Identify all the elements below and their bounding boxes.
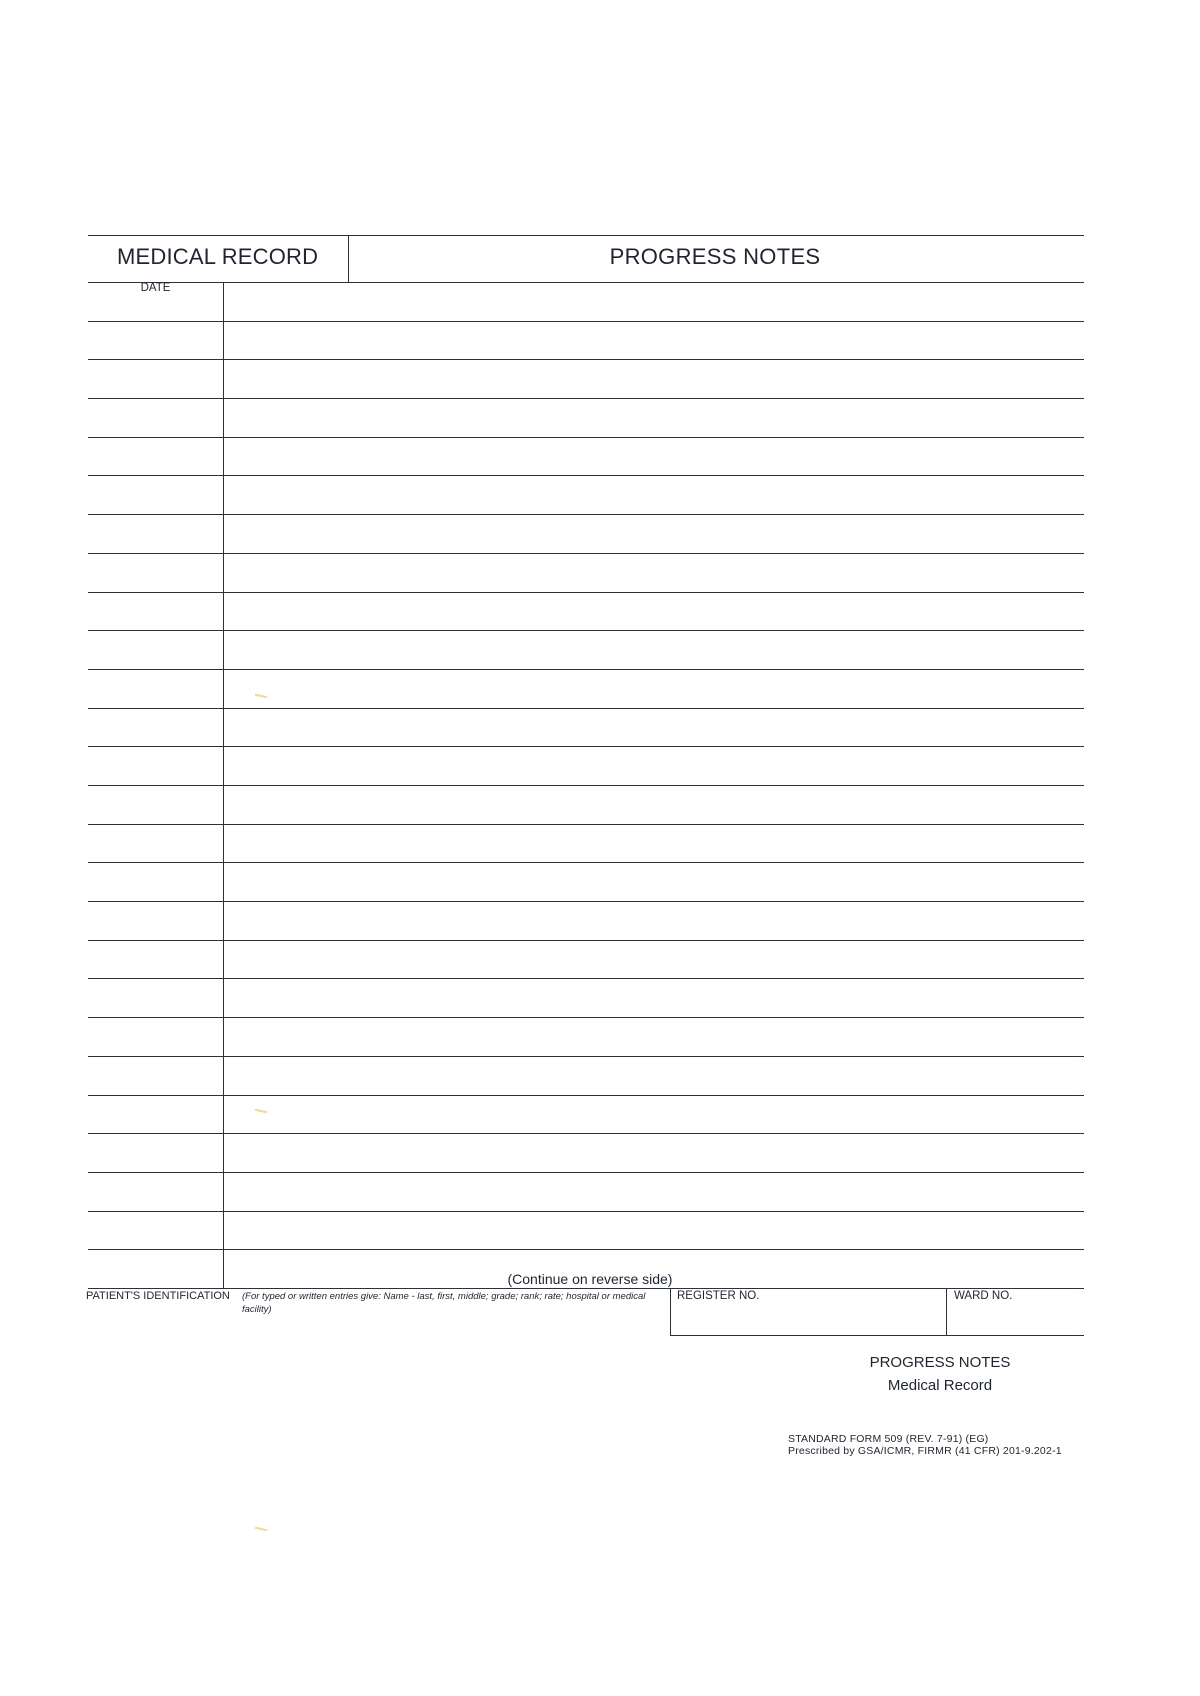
entry-row-rule [88,785,1084,786]
form-title: MEDICAL RECORD [117,244,319,269]
entry-row-rule [88,669,1084,670]
entry-row-rule [88,592,1084,593]
form-top-rule [88,235,1084,236]
entry-row-rule [88,630,1084,631]
entry-row-rule [88,1056,1084,1057]
header-bottom-rule [88,282,1084,283]
entry-row-rule [88,553,1084,554]
entry-row-rule [88,514,1084,515]
entry-row-rule [88,901,1084,902]
entry-row-rule [88,1017,1084,1018]
register-no-label: REGISTER NO. [677,1290,760,1302]
header-divider [348,236,349,282]
entry-row-rule [88,475,1084,476]
entry-row-rule [88,862,1084,863]
section-title: PROGRESS NOTES [609,244,821,269]
date-column-header: DATE [140,282,171,294]
entry-row-rule [88,746,1084,747]
ward-box-left-rule [946,1288,947,1336]
entry-row-rule [88,1211,1084,1212]
scan-speck [255,1527,267,1531]
entry-row-rule [88,978,1084,979]
entry-row-rule [88,437,1084,438]
entry-row-rule [88,1095,1084,1096]
entry-row-rule [88,940,1084,941]
continue-on-reverse-note: (Continue on reverse side) [507,1271,673,1287]
standard-form-number: STANDARD FORM 509 (REV. 7-91) (EG) [788,1433,989,1445]
entry-row-rule [88,1172,1084,1173]
ward-no-label: WARD NO. [954,1290,1013,1302]
entry-row-rule [88,1133,1084,1134]
date-column-divider [223,283,224,1288]
register-box-left-rule [670,1288,671,1336]
patient-identification-label: PATIENT'S IDENTIFICATION [86,1290,230,1302]
entry-row-rule [88,321,1084,322]
prescribed-by-note: Prescribed by GSA/ICMR, FIRMR (41 CFR) 201-9.202-1 [788,1445,1062,1457]
entry-row-rule [88,359,1084,360]
footer-form-title: PROGRESS NOTES [869,1354,1011,1371]
entry-row-rule [88,708,1084,709]
entry-row-rule [88,1249,1084,1250]
patient-identification-instructions: (For typed or written entries give: Name - last, first, middle; grade; rank; rate; hospital or medical facility) [242,1291,646,1315]
entry-row-rule [88,398,1084,399]
entry-row-rule [88,824,1084,825]
grid-bottom-rule [88,1288,1084,1289]
id-box-bottom-rule [670,1335,1084,1336]
scan-speck [255,694,267,698]
scan-speck [255,1109,267,1113]
footer-form-subtitle: Medical Record [887,1377,993,1394]
